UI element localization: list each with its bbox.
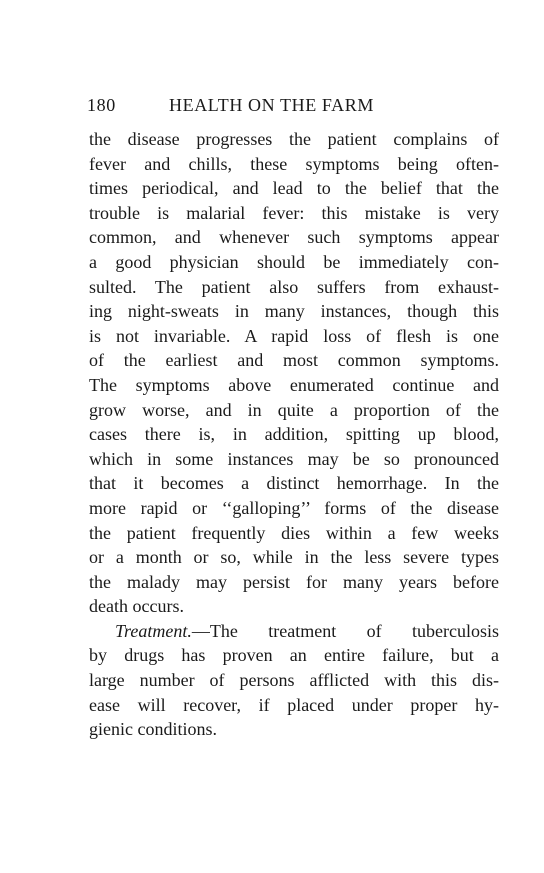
running-title: HEALTH ON THE FARM — [169, 95, 374, 115]
text-line: sulted. The patient also suffers from exhaust- — [89, 276, 499, 297]
text-line: the disease progresses the patient complains of — [89, 129, 499, 149]
running-head — [87, 95, 507, 119]
text-line: ing night-sweats in many instances, though this — [89, 301, 499, 322]
text-line: that it becomes a distinct hemorrhage. In the — [89, 473, 499, 494]
text-line: more rapid or ‘‘galloping’’ forms of the disease — [89, 497, 499, 518]
text-line: the patient frequently dies within a few weeks — [89, 522, 499, 543]
text-line: large number of persons afflicted with this dis- — [89, 670, 499, 691]
treatment-first-line: —The treatment of tuberculosis — [191, 620, 499, 641]
text-line: of the earliest and most common symptoms. — [89, 350, 499, 371]
text-line: grow worse, and in quite a proportion of the — [89, 399, 499, 420]
text-line: by drugs has proven an entire failure, but a — [89, 645, 499, 666]
text-line: ease will recover, if placed under proper hy- — [89, 694, 499, 715]
page-number: 180 — [87, 95, 116, 115]
text-line: gienic conditions. — [89, 719, 217, 740]
text-line: the malady may persist for many years before — [89, 571, 499, 592]
body-text — [89, 127, 499, 742]
text-line: which in some instances may be so pronounced — [89, 448, 499, 469]
text-line: a good physician should be immediately con- — [89, 251, 499, 272]
text-line: or a month or so, while in the less severe types — [89, 547, 499, 568]
text-line: times periodical, and lead to the belief that the — [89, 178, 499, 199]
text-line: common, and whenever such symptoms appear — [89, 227, 499, 248]
treatment-paragraph-start — [89, 619, 499, 644]
text-line: The symptoms above enumerated continue and — [89, 374, 499, 395]
text-line: cases there is, in addition, spitting up blood, — [89, 424, 499, 445]
treatment-heading: Treatment. — [115, 620, 192, 641]
text-line: fever and chills, these symptoms being often- — [89, 153, 499, 174]
text-line: trouble is malarial fever: this mistake is very — [89, 202, 499, 223]
text-line: is not invariable. A rapid loss of flesh is one — [89, 325, 499, 346]
text-line: death occurs. — [89, 596, 184, 617]
